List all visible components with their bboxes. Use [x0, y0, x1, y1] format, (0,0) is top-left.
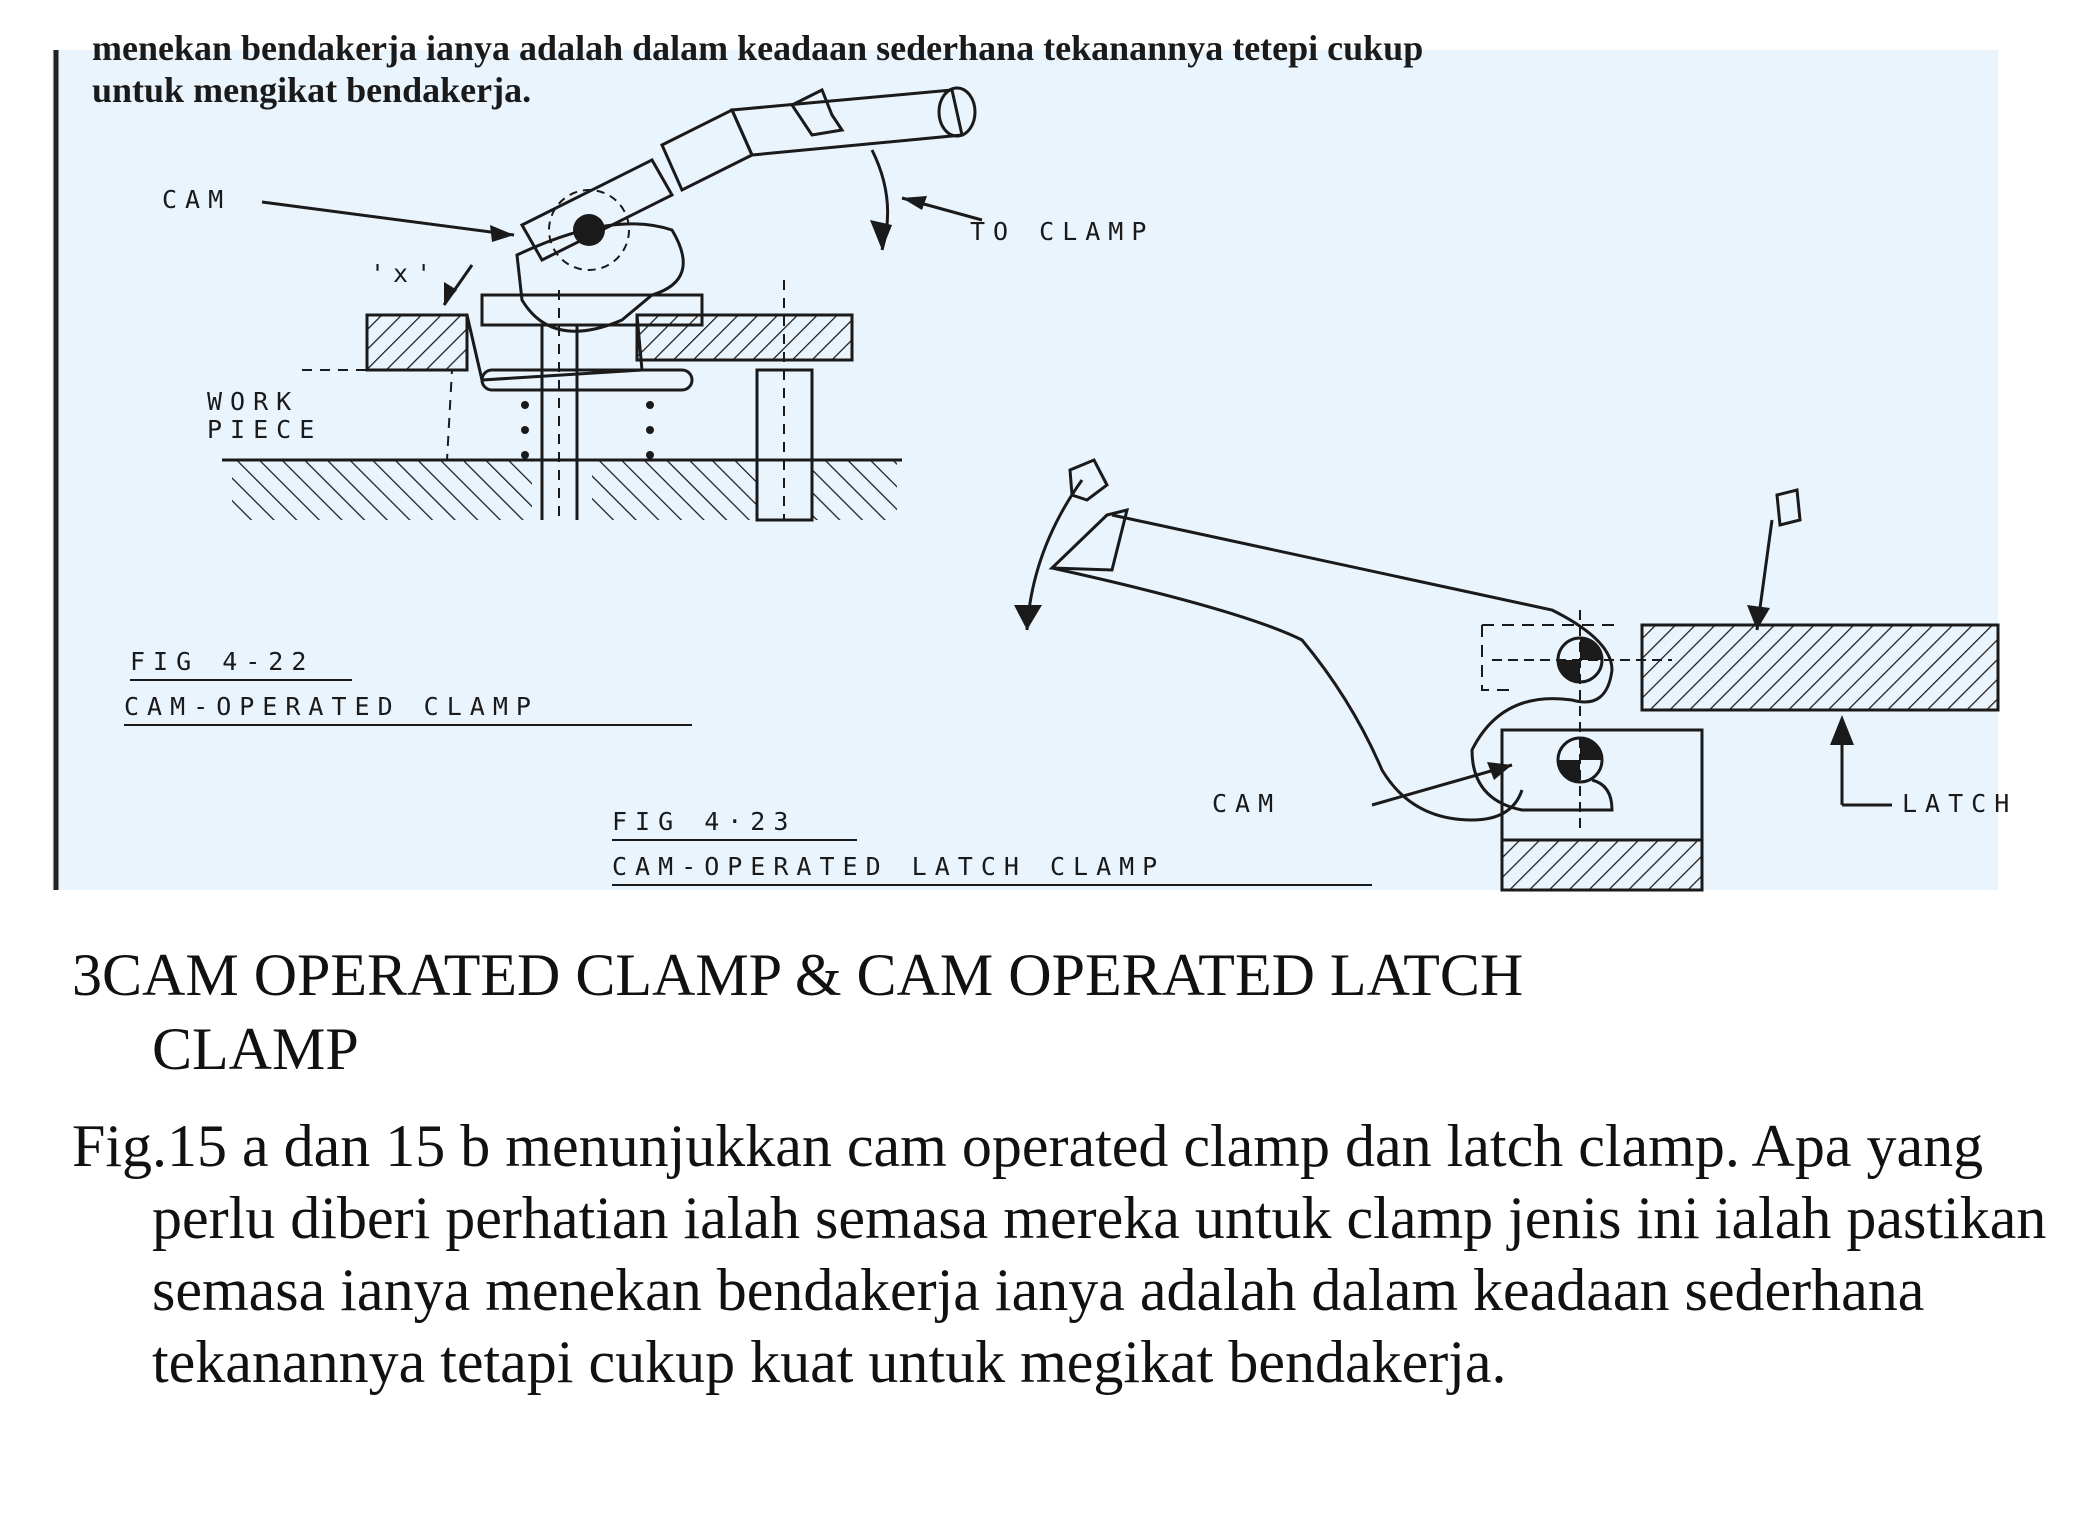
fig-4-22-caption: CAM-OPERATED CLAMP — [124, 692, 539, 721]
body-paragraph: Fig.15 a dan 15 b menunjukkan cam operated clamp dan latch clamp. Apa yang perlu diberi perhatian ialah semasa mereka untuk clamp jenis ini ialah pastikan semasa ianya menekan bendakerja ianya adalah dalam keadaan sederhana tekanannya tetapi cukup kuat untuk megikat bendakerja. — [72, 1113, 2047, 1395]
fig-4-23-caption: CAM-OPERATED LATCH CLAMP — [612, 852, 1166, 881]
cam-pivot-icon — [573, 214, 605, 246]
label-cam-fig22: CAM — [162, 185, 232, 214]
section-heading — [72, 938, 1972, 1086]
label-piece: PIECE — [207, 415, 323, 444]
fig-4-23-number: FIG 4·23 — [612, 807, 797, 836]
scan-text-line2: untuk mengikat bendakerja. — [92, 70, 532, 110]
label-x: 'x' — [370, 259, 440, 288]
fig-4-22-number: FIG 4-22 — [130, 647, 315, 676]
label-to-clamp: TO CLAMP — [970, 217, 1155, 246]
label-cam-fig23: CAM — [1212, 789, 1282, 818]
scan-text-line1: menekan bendakerja ianya adalah dalam keadaan sederhana tekanannya tetepi cukup — [92, 28, 1424, 68]
label-work: WORK — [207, 387, 300, 416]
section-heading-line2: CLAMP — [152, 1016, 359, 1082]
section-heading-line1: 3CAM OPERATED CLAMP & CAM OPERATED LATCH — [72, 942, 1524, 1008]
label-latch: LATCH — [1902, 789, 2018, 818]
scanned-figure — [52, 28, 2018, 890]
